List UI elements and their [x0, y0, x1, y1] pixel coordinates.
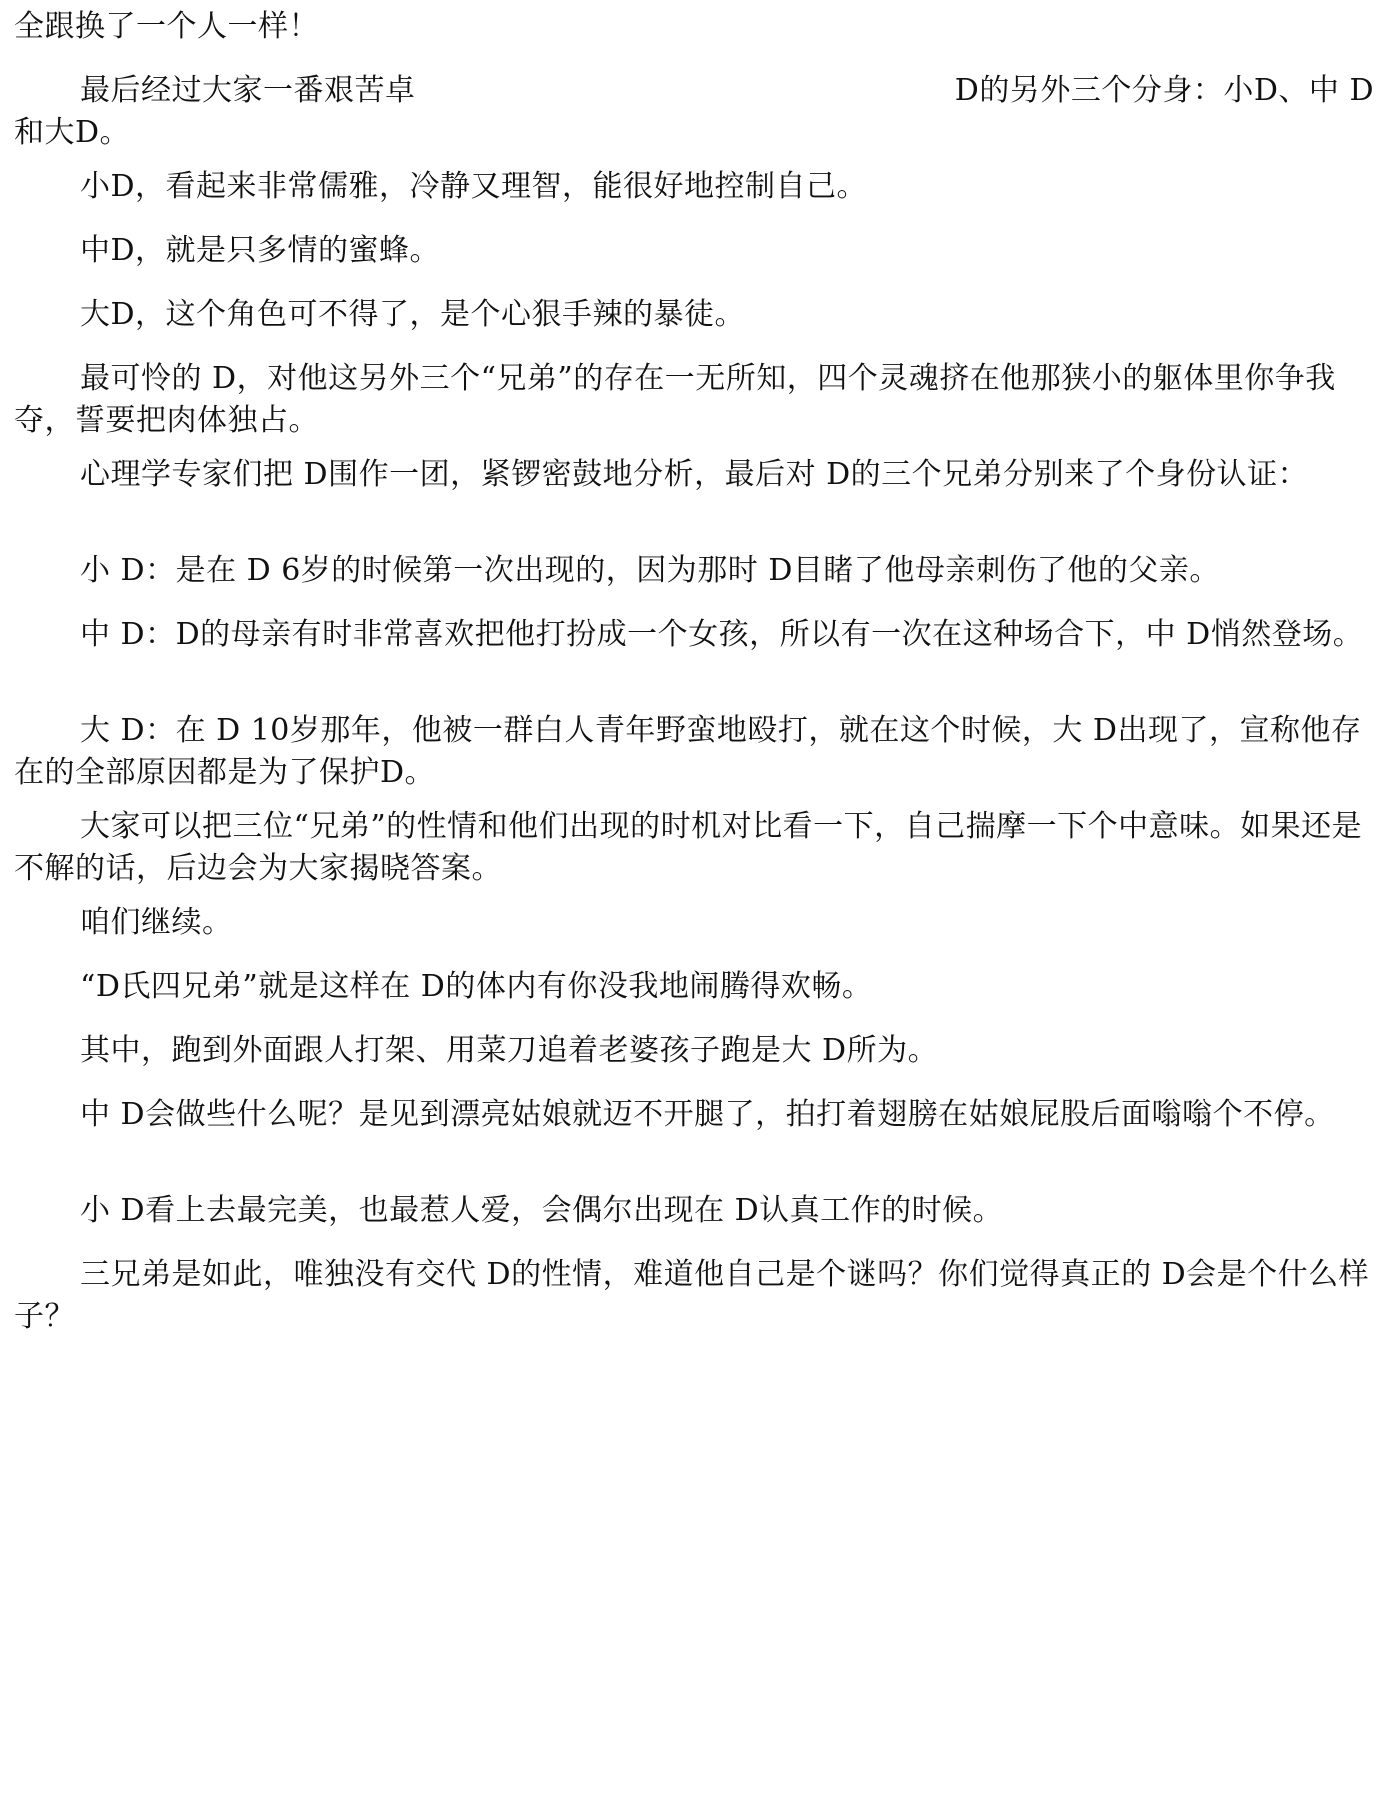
paragraph-14 — [14, 1030, 1374, 1072]
paragraph-text: “D氏四兄弟”就是这样在 D的体内有你没我地闹腾得欢畅。 — [80, 969, 873, 1004]
paragraph-5 — [14, 294, 1374, 336]
paragraph-text: 三兄弟是如此，唯独没有交代 D的性情，难道他自己是个谜吗？你们觉得真正的 D会是个什么样子？ — [14, 1257, 1370, 1334]
paragraph-text-right: D的另外三个分身：小D、中 D — [954, 73, 1374, 108]
paragraph-10 — [14, 710, 1374, 794]
paragraph-8 — [14, 550, 1374, 592]
paragraph-text-left: 最后经过大家一番艰苦卓 — [80, 73, 416, 108]
paragraph-text: 中D，就是只多情的蜜蜂。 — [80, 233, 441, 268]
paragraph-6 — [14, 358, 1374, 442]
paragraph-17 — [14, 1254, 1374, 1338]
paragraph-15 — [14, 1094, 1374, 1136]
paragraph-text: 小 D看上去最完美，也最惹人爱，会偶尔出现在 D认真工作的时候。 — [80, 1193, 1004, 1228]
paragraph-text: 心理学专家们把 D围作一团，紧锣密鼓地分析，最后对 D的三个兄弟分别来了个身份认证： — [80, 457, 1309, 492]
paragraph-12 — [14, 902, 1374, 944]
paragraph-text: 最可怜的 D，对他这另外三个“兄弟”的存在一无所知，四个灵魂挤在他那狭小的躯体里你争我夺，誓要把肉体独占。 — [14, 361, 1336, 438]
paragraph-16 — [14, 1190, 1374, 1232]
paragraph-text-continuation: 和大D。 — [14, 115, 131, 150]
paragraph-text: 中 D：D的母亲有时非常喜欢把他打扮成一个女孩，所以有一次在这种场合下，中 D悄然登场。 — [80, 617, 1364, 652]
paragraph-2 — [14, 70, 1374, 154]
paragraph-text: 其中，跑到外面跟人打架、用菜刀追着老婆孩子跑是大 D所为。 — [80, 1033, 939, 1068]
paragraph-text: 小 D：是在 D 6岁的时候第一次出现的，因为那时 D目睹了他母亲刺伤了他的父亲。 — [80, 553, 1220, 588]
paragraph-text: 全跟换了一个人一样！ — [14, 9, 319, 44]
paragraph-4 — [14, 230, 1374, 272]
paragraph-text: 小D，看起来非常儒雅，冷静又理智，能很好地控制自己。 — [80, 169, 868, 204]
paragraph-13 — [14, 966, 1374, 1008]
paragraph-text: 咱们继续。 — [80, 905, 233, 940]
paragraph-1 — [14, 6, 1374, 48]
paragraph-text: 中 D会做些什么呢？是见到漂亮姑娘就迈不开腿了，拍打着翅膀在姑娘屁股后面嗡嗡个不停。 — [80, 1097, 1335, 1132]
paragraph-3 — [14, 166, 1374, 208]
paragraph-11 — [14, 806, 1374, 890]
paragraph-text: 大 D：在 D 10岁那年，他被一群白人青年野蛮地殴打，就在这个时候，大 D出现了，宣称他存在的全部原因都是为了保护D。 — [14, 713, 1362, 790]
paragraph-7 — [14, 454, 1374, 496]
paragraph-line-with-gap — [14, 70, 1374, 112]
paragraph-text: 大家可以把三位“兄弟”的性情和他们出现的时机对比看一下，自己揣摩一下个中意味。如果还是不解的话，后边会为大家揭晓答案。 — [14, 809, 1363, 886]
paragraph-text: 大D，这个角色可不得了，是个心狠手辣的暴徒。 — [80, 297, 746, 332]
paragraph-9 — [14, 614, 1374, 656]
